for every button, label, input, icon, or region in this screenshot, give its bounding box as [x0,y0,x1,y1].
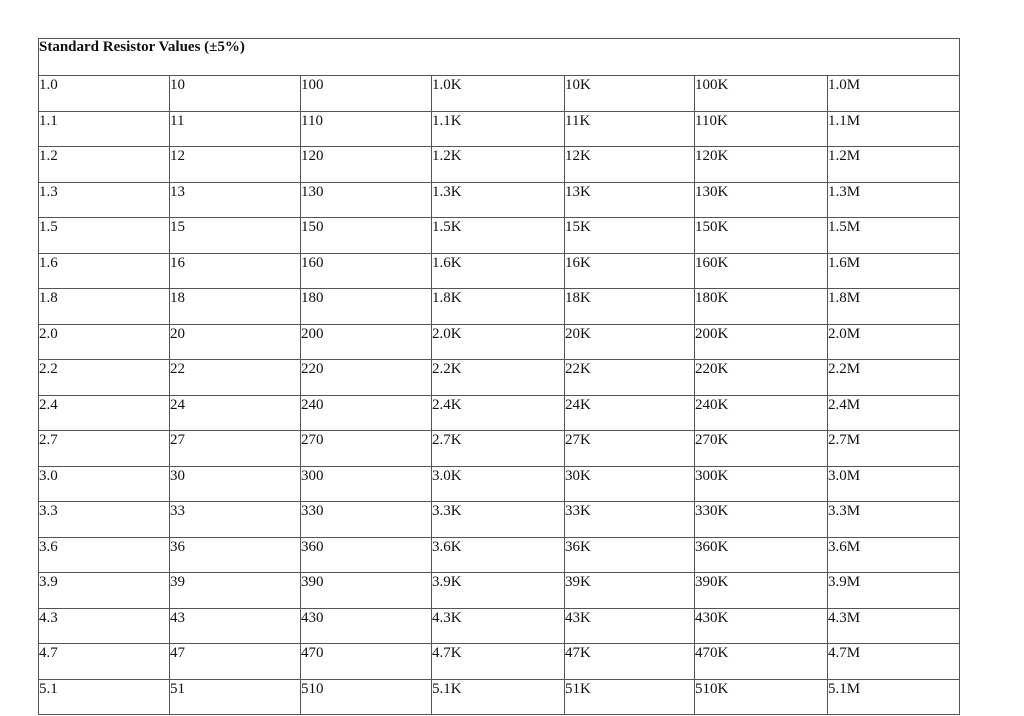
table-cell: 150 [301,218,432,254]
table-title: Standard Resistor Values (±5%) [39,39,960,76]
table-row [39,679,960,715]
table-cell: 11 [170,111,301,147]
table-cell: 1.5M [828,218,960,254]
table-cell: 3.3M [828,502,960,538]
table-cell: 470 [301,644,432,680]
table-row [39,608,960,644]
table-cell: 4.7M [828,644,960,680]
table-cell: 30 [170,466,301,502]
table-cell: 43 [170,608,301,644]
table-cell: 360K [695,537,828,573]
table-cell: 36 [170,537,301,573]
table-cell: 1.8 [39,289,170,325]
table-cell: 1.5 [39,218,170,254]
table-cell: 360 [301,537,432,573]
table-cell: 1.2K [432,147,565,183]
table-cell: 4.7K [432,644,565,680]
table-row [39,182,960,218]
table-cell: 10K [565,76,695,112]
table-cell: 1.6K [432,253,565,289]
table-cell: 2.2 [39,360,170,396]
table-cell: 12K [565,147,695,183]
table-cell: 2.0 [39,324,170,360]
table-cell: 3.0K [432,466,565,502]
table-cell: 43K [565,608,695,644]
table-cell: 3.0M [828,466,960,502]
table-cell: 160K [695,253,828,289]
table-cell: 3.9 [39,573,170,609]
table-cell: 20K [565,324,695,360]
table-cell: 33 [170,502,301,538]
table-cell: 120 [301,147,432,183]
table-cell: 22K [565,360,695,396]
table-cell: 51K [565,679,695,715]
table-cell: 160 [301,253,432,289]
table-cell: 15 [170,218,301,254]
table-cell: 18K [565,289,695,325]
table-cell: 430K [695,608,828,644]
table-row [39,289,960,325]
table-cell: 4.3K [432,608,565,644]
table-cell: 270K [695,431,828,467]
table-cell: 3.9M [828,573,960,609]
table-cell: 5.1 [39,679,170,715]
table-cell: 39K [565,573,695,609]
table-cell: 4.7 [39,644,170,680]
table-cell: 510 [301,679,432,715]
table-cell: 47K [565,644,695,680]
title-row [39,39,960,76]
table-row [39,644,960,680]
table-cell: 3.9K [432,573,565,609]
table-cell: 3.6M [828,537,960,573]
table-cell: 270 [301,431,432,467]
table-cell: 100K [695,76,828,112]
table-cell: 150K [695,218,828,254]
table-cell: 1.3M [828,182,960,218]
table-cell: 16K [565,253,695,289]
table-cell: 1.6M [828,253,960,289]
table-cell: 2.0K [432,324,565,360]
table-cell: 430 [301,608,432,644]
resistor-values-table [38,38,960,715]
table-cell: 1.0 [39,76,170,112]
table-cell: 13 [170,182,301,218]
table-cell: 24 [170,395,301,431]
table-cell: 240 [301,395,432,431]
table-cell: 330 [301,502,432,538]
table-cell: 100 [301,76,432,112]
table-cell: 2.7 [39,431,170,467]
table-cell: 15K [565,218,695,254]
table-cell: 3.3 [39,502,170,538]
table-cell: 1.1K [432,111,565,147]
table-row [39,395,960,431]
table-row [39,111,960,147]
table-cell: 12 [170,147,301,183]
table-cell: 220 [301,360,432,396]
table-cell: 1.3K [432,182,565,218]
table-cell: 1.2 [39,147,170,183]
table-cell: 4.3 [39,608,170,644]
table-cell: 2.2M [828,360,960,396]
table-cell: 1.3 [39,182,170,218]
table-cell: 300K [695,466,828,502]
table-cell: 11K [565,111,695,147]
table-cell: 130 [301,182,432,218]
table-cell: 1.2M [828,147,960,183]
table-cell: 18 [170,289,301,325]
table-cell: 36K [565,537,695,573]
table-cell: 390 [301,573,432,609]
table-cell: 1.1M [828,111,960,147]
table-row [39,502,960,538]
table-cell: 27K [565,431,695,467]
table-cell: 33K [565,502,695,538]
table-row [39,218,960,254]
table-cell: 110 [301,111,432,147]
table-cell: 330K [695,502,828,538]
table-cell: 1.8M [828,289,960,325]
table-cell: 10 [170,76,301,112]
table-cell: 39 [170,573,301,609]
table-body [39,76,960,715]
table-cell: 110K [695,111,828,147]
table-cell: 47 [170,644,301,680]
table-row [39,324,960,360]
table-cell: 2.4K [432,395,565,431]
table-row [39,573,960,609]
table-row [39,537,960,573]
table-cell: 130K [695,182,828,218]
table-row [39,147,960,183]
table-cell: 300 [301,466,432,502]
table-cell: 51 [170,679,301,715]
table-cell: 13K [565,182,695,218]
table-cell: 470K [695,644,828,680]
table-cell: 24K [565,395,695,431]
table-cell: 27 [170,431,301,467]
table-cell: 220K [695,360,828,396]
table-cell: 2.4 [39,395,170,431]
table-cell: 1.5K [432,218,565,254]
table-cell: 240K [695,395,828,431]
table-cell: 1.0K [432,76,565,112]
table-cell: 20 [170,324,301,360]
table-cell: 2.7M [828,431,960,467]
table-cell: 1.8K [432,289,565,325]
table-cell: 2.2K [432,360,565,396]
table-cell: 200K [695,324,828,360]
table-cell: 200 [301,324,432,360]
table-cell: 30K [565,466,695,502]
table-cell: 3.0 [39,466,170,502]
table-cell: 5.1K [432,679,565,715]
table-cell: 2.4M [828,395,960,431]
table-row [39,76,960,112]
table-cell: 180K [695,289,828,325]
table-cell: 3.3K [432,502,565,538]
table-cell: 3.6 [39,537,170,573]
table-cell: 120K [695,147,828,183]
table-row [39,466,960,502]
table-cell: 1.1 [39,111,170,147]
table-cell: 3.6K [432,537,565,573]
table-cell: 2.0M [828,324,960,360]
table-cell: 4.3M [828,608,960,644]
table-cell: 1.0M [828,76,960,112]
table-cell: 2.7K [432,431,565,467]
table-cell: 1.6 [39,253,170,289]
table-cell: 22 [170,360,301,396]
table-row [39,431,960,467]
table-row [39,360,960,396]
table-cell: 5.1M [828,679,960,715]
table-cell: 510K [695,679,828,715]
table-cell: 390K [695,573,828,609]
table-row [39,253,960,289]
table-cell: 180 [301,289,432,325]
table-cell: 16 [170,253,301,289]
